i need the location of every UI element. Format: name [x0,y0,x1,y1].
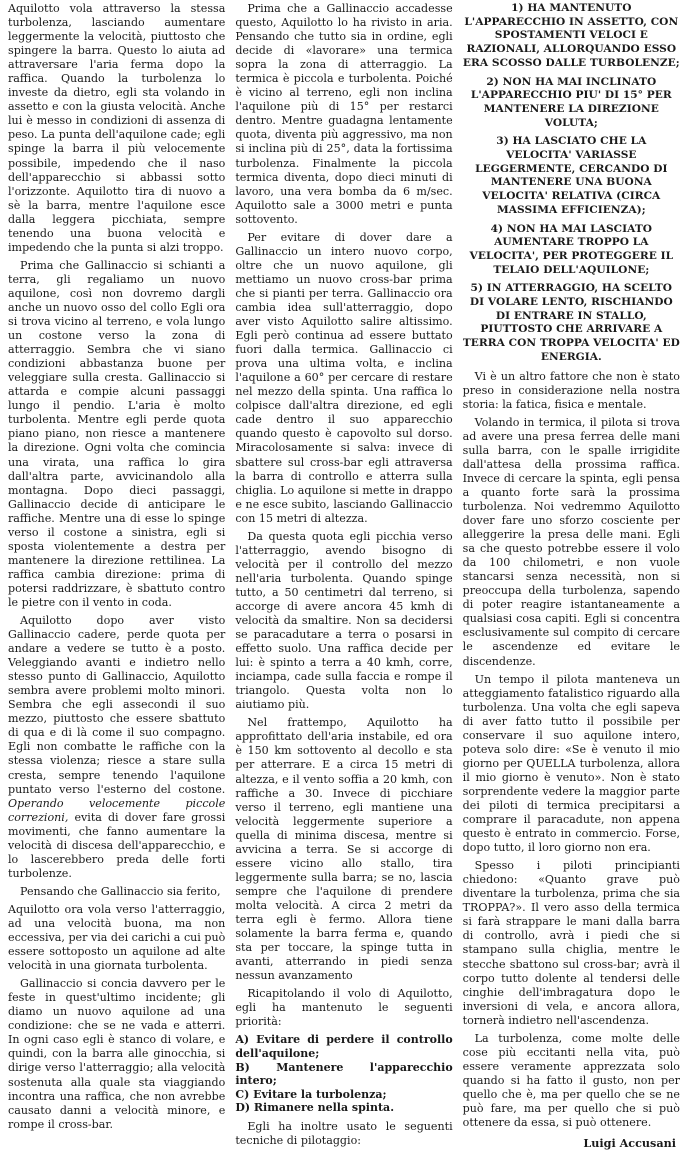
paragraph: Gallinaccio si concia davvero per le feste in quest'ultimo incidente; gli diamo un nuovo aquilone ad una condizione: che se ne vada e atterri. In ogni caso egli è stanco di volare, e quindi, con la barra alle ginocchia, si dirige verso l'atterraggio; alla velocità sostenuta alla quale sta viaggiando incontra una raffica, che non avrebbe causato danni a velocità minore, e rompe il cross-bar. [8,977,226,1131]
priority-list [235,1033,452,1115]
paragraph: Vi è un altro fattore che non è stato preso in considerazione nella nostra storia: la fatica, fisica e mentale. [462,369,680,411]
paragraph: La turbolenza, come molte delle cose più eccitanti nella vita, può essere veramente apprezzata solo quando si ha fatto il gusto, non per quello che è, ma per quello che se ne può fare, ma per quello che si può ottenere da essa, si può ottenere. [462,1031,680,1130]
column-3 [462,2,680,1150]
paragraph: Prima che a Gallinaccio accadesse questo, Aquilotto lo ha rivisto in aria. Pensando che tutto sia in ordine, egli decide di «lavorare» una termica sopra la zona di atterraggio. La termica è piccola e turbolenta. Poiché è vicino al terreno, egli non inclina l'aquilone più di 15° per restarci dentro. Mentre guadagna lentamente quota, diventa più aggressivo, ma non si inclina più di 25°, data la fortissima turbolenza. Finalmente la piccola termica diventa, dopo dieci minuti di lavoro, una vera bomba da 6 m/sec. Aquilotto sale a 3000 metri e punta sottovento. [235,2,453,226]
paragraph: Nel frattempo, Aquilotto ha approfittato dell'aria instabile, ed ora è 150 km sottovento al decollo e sta per atterrare. E a circa 15 metri di altezza, e il vento soffia a 20 kmh, con raffiche a 30. Invece di picchiare verso il terreno, egli mantiene una velocità leggermente superiore a quella di minima discesa, mentre si avvicina a terra. Se si accorge di essere vicino allo stallo, tira leggermente sulla barra; se no, lascia sempre che l'aquilone di prendere molta velocità. A circa 2 metri da terra egli è fermo. Allora tiene solamente la barra ferma e, quando sta per toccare, la spinge tutta in avanti, atterrando in piedi senza nessun avanzamento [235,716,453,983]
paragraph: Per evitare di dover dare a Gallinaccio un intero nuovo corpo, oltre che un nuovo aquilone, gli mettiamo un nuovo cross-bar prima che si pianti per terra. Gallinaccio ora cambia idea sull'atterraggio, dopo aver visto Aquilotto salire altissimo. Egli però continua ad essere buttato fuori dalla termica. Gallinaccio ci prova una ultima volta, e inclina l'aquilone a 60° per cercare di restare nel mezzo della spinta. Una raffica lo colpisce dall'altra direzione, ed egli cade dentro il suo apparecchio quando questo è capovolto sul dorso. Miracolosamente si salva: invece di sbattere sul cross-bar egli attraversa la barra di controllo e atterra sulla chiglia. Lo aquilone si mette in drappo e ne esce subito, lasciando Gallinaccio con 15 metri di altezza. [235,230,453,525]
paragraph: Volando in termica, il pilota si trova ad avere una presa ferrea delle mani sulla barra, con le spalle irrigidite dall'attesa della prossima raffica. Invece di cercare la spinta, egli pensa a quanto forte sarà la prossima turbolenza. Noi vedremmo Aquilotto dover fare uno sforzo cosciente per alleggerire la presa delle mani. Egli sa che questo potrebbe essere il volo da 100 chilometri, e non vuole stancarsi senza necessità, non si preoccupa della turbolenza, sapendo di poter reagire istantaneamente a qualsiasi cosa capiti. Egli si concentra esclusivamente sul compito di cercare le ascendenze ed evitare le discendenze. [462,415,680,668]
list-item: C) Evitare la turbolenza; [235,1087,387,1101]
paragraph: Da questa quota egli picchia verso l'atterraggio, avendo bisogno di velocità per il controllo del mezzo nell'aria turbolenta. Quando spinge tutto, a 50 centimetri dal terreno, si accorge di avere ancora 45 kmh di velocità da smaltire. Non sa decidersi se paracadutare a terra o posarsi in effetto suolo. Una raffica decide per lui: è spinto a terra a 40 kmh, corre, inciampa, cade sulla faccia e rompe il triangolo. Questa volta non lo aiutiamo più. [235,529,453,712]
paragraph: Aquilotto vola attraverso la stessa turbolenza, lasciando aumentare leggermente la velocità, piuttosto che spingere la barra. Questo lo aiuta ad attraversare l'aria ferma dopo la raffica. Quando la turbolenza lo investe da dietro, egli sta volando in assetto e con la giusta velocità. Anche lui è messo in condizioni di assenza di peso. La punta dell'aquilone cade; egli spinge la barra il più velocemente possibile, impedendo che il naso dell'apparecchio si abbassi sotto l'orizzonte. Aquilotto tira di nuovo a sè la barra, mentre l'aquilone esce dalla leggera picchiata, sempre tenendo una buona velocità e impedendo che la punta si alzi troppo. [8,2,226,254]
paragraph: Ricapitolando il volo di Aquilotto, egli ha mantenuto le seguenti priorità: [235,987,453,1029]
list-item: D) Rimanere nella spinta. [235,1101,395,1115]
techniques-list [463,2,680,365]
column-1 [8,2,226,1131]
paragraph: Pensando che Gallinaccio sia ferito, [20,884,221,898]
list-item: B) Mantenere l'apparecchio intero; [235,1060,453,1088]
paragraph: Prima che Gallinaccio si schianti a terra, gli regaliamo un nuovo aquilone, così non dovremo dargli anche un nuovo osso del collo Egli ora si trova vicino al terreno, e vola lungo un costone verso la zona di atterraggio. Sembra che vi siano condizioni abbastanza buone per veleggiare sulla cresta. Gallinaccio si attarda e compie alcuni passaggi lungo il pendio. L'aria è molto turbolenta. Mentre egli perde quota piano piano, non riesce a mantenere la direzione. Ogni volta che comincia una virata, una raffica lo gira dall'altra parte, avvicinandolo alla montagna. Dopo dieci passaggi, Gallinaccio decide di anticipare le raffiche. Mentre una di esse lo spinge verso il costone a sinistra, egli si sposta violentemente a destra per mantenere la direzione rettilinea. La raffica cambia direzione: prima di potersi raddrizzare, è sbattuto contro le pietre con il vento in coda. [8,258,226,609]
list-item: 3) HA LASCIATO CHE LA VELOCITA' VARIASSE LEGGERMENTE, CERCANDO DI MANTENERE UNA BUONA VELOCITA' RELATIVA (CIRCA MASSIMA EFFICIENZA); [475,135,668,216]
paragraph [8,614,225,881]
author-signature: Luigi Accusani [583,1136,676,1150]
paragraph-text: Aquilotto dopo aver visto Gallinaccio cadere, perde quota per andare a vedere se tutto è a posto. Veleggiando avanti e indietro nello stesso punto di Gallinaccio, Aquilotto sembra avere problemi molto minori. Sembra che egli assecondi il suo mezzo, piuttosto che essere sbattuto di qua e di là come il suo compagno. Egli non combatte le raffiche con la stessa violenza; riesce a stare sulla cresta, sempre tenendo l'aquilone puntato verso l'esterno del costone. [8,614,226,796]
list-item: A) Evitare di perdere il controllo dell'aquilone; [235,1033,453,1060]
paragraph-text: evita di dover fare grossi movimenti, che fanno aumentare la velocità di discesa dell'apparecchio, e lo lascerebbero preda delle forti turbolenze. [8,810,226,880]
list-item: 4) NON HA MAI LASCIATO AUMENTARE TROPPO LA VELOCITA', PER PROTEGGERE IL TELAIO DELL'AQUILONE; [469,222,674,276]
paragraph: Un tempo il pilota manteneva un atteggiamento fatalistico riguardo alla turbolenza. Una volta che egli sapeva di aver fatto tutto il possibile per conservare il suo aquilone intero, poteva solo dire: «Se è venuto il mio giorno per QUELLA turbolenza, allora il mio giorno è venuto». Non è stato sorprendente vedere la maggior parte dei piloti di termica precipitarsi a comprare il paracadute, non appena questo è entrato in commercio. Forse, dopo tutto, il loro giorno non era. [462,672,680,855]
column-2 [235,2,453,1147]
paragraph: Egli ha inoltre usato le seguenti tecniche di pilotaggio: [235,1119,453,1147]
list-item: 1) HA MANTENUTO L'APPARECCHIO IN ASSETTO, CON SPOSTAMENTI VELOCI E RAZIONALI, ALLORQUANDO ESSO ERA SCOSSO DALLE TURBOLENZE; [462,2,680,69]
list-item: 5) IN ATTERRAGGIO, HA SCELTO DI VOLARE LENTO, RISCHIANDO DI ENTRARE IN STALLO, PIUTTOSTO CHE ARRIVARE A TERRA CON TROPPA VELOCITA' ED ENERGIA. [462,282,680,363]
paragraph: Spesso i piloti principianti chiedono: «Quanto grave può diventare la turbolenza, prima che sia TROPPA?». Il vero asso della termica si farà strappare le mani dalla barra di controllo, avrà i piedi che si stampano sulla chiglia, mentre le stecche sbattono sul cross-bar; avrà il corpo tutto dolente al tendersi delle cinghie dell'imbragatura dopo le inversioni di vela, e ancora allora, tornerà indietro nell'ascendenza. [462,859,680,1027]
paragraph: Aquilotto ora vola verso l'atterraggio, ad una velocità buona, ma non eccessiva, per via dei carichi a cui può essere sottoposto un aquilone ad alte velocità in una giornata turbolenta. [8,902,226,973]
italic-text: Operando velocemente piccole correzioni, [8,796,226,824]
list-item: 2) NON HA MAI INCLINATO L'APPARECCHIO PIU' DI 15° PER MANTENERE LA DIREZIONE VOLUTA; [470,75,672,129]
